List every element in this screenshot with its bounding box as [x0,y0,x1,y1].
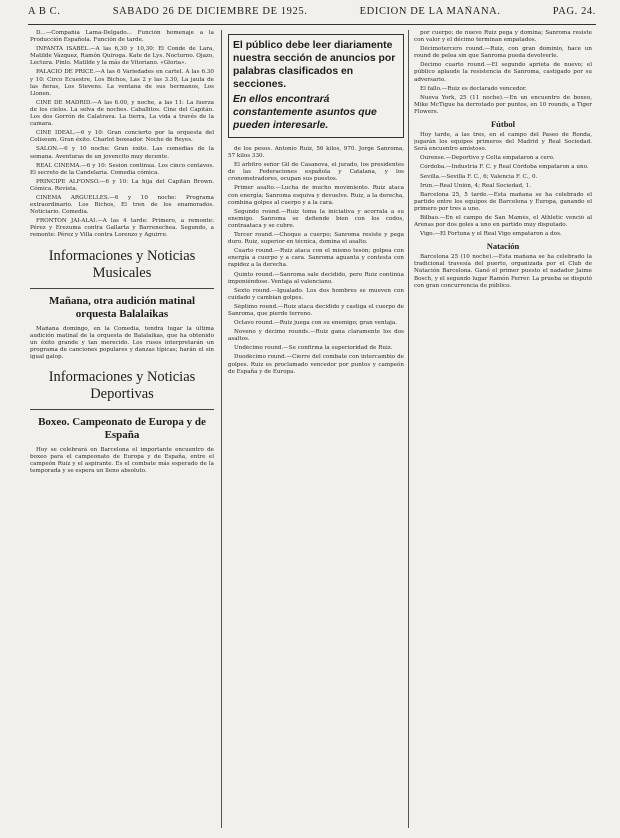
section-head-futbol: Fútbol [490,119,516,130]
article-paragraph: Mañana domingo, en la Comedia, tendrá lugar la última audición matinal de la orquesta de Balalaikas, que ha obtenido un éxito grande y tan merecido. Los rusos interpretarán un programa de canciones populares y danzas típicas; harán el sin igual galop. [30,325,214,360]
article-paragraph: Vigo.—El Fortuna y el Real Vigo empataron a dos. [420,231,562,238]
column-divider-left [221,30,222,828]
article-paragraph: Tercer round.—Choque a cuerpo; Sanroma resiste y pega duro. Ruiz, superior en técnica, domina el asalto. [228,232,404,246]
ad-line-2: En ellos encontrará constantemente asuntos que pueden interesarle. [233,94,377,131]
article-paragraph: Séptimo round.—Ruiz ataca decidido y castiga el cuerpo de Sanroma, que pierde terreno. [228,303,404,317]
article-paragraph: Bilbao.—En el campo de San Mamés, el Athletic venció al Arenas por dos goles a uno en partido muy disputado. [414,214,592,229]
article-paragraph: de los pesos. Antonio Ruiz, 56 kilos, 970. Jorge Sanroma, 57 kilos 330. [228,146,404,160]
listing-paragraph: CINEMA ARGÜELLES.—6 y 10 noche: Programa extraordinario. Los Bichos, El tren de los enamorados. Noticiario. Comedia. [30,194,214,216]
article-paragraph: Duodécimo round.—Cierre del combate con intercambio de golpes. Ruiz es proclamado vencedor por puntos y campeón de España y de Europa. [228,354,404,375]
column-1 [30,30,214,830]
article-paragraph: Quinto round.—Sanroma sale decidido, pero Ruiz continúa imponiéndose. Ventaja al valenciano. [228,271,404,285]
article-paragraph: Cuarto round.—Ruiz ataca con el mismo tesón; golpea con energía a cuerpo y a cara. Sanroma aguanta y contesta con rapidez a la derecha. [228,248,404,269]
listing-paragraph: PALACIO DE PRICE.—A las 6 Variedades en cartel. A las 6.30 y 10: Circo Ecuestre, Los Bichos, Las 2 y las 3.30, La jaula de las fieras, Los Stevens. La ventana de sus hermanos, Los Llonen. [30,69,214,97]
article-paragraph: Sevilla.—Sevilla F. C., 6; Valencia F. C., 0. [420,173,538,180]
article-paragraph: Córdoba.—Industria F. C. y Real Córdoba empataron a uno. [420,164,589,171]
masthead-edition: EDICIÓN DE LA MAÑANA. [359,6,501,17]
article-paragraph: El fallo.—Ruiz es declarado vencedor. [420,85,527,92]
listing-paragraph: REAL CINEMA.—6 y 10: Sesión continua. Los cinco centavos. El secreto de la Candelaria. Comedia cómica. [30,162,214,176]
listing-paragraph: FRONTÓN JAI-ALAI.—A las 4 tarde: Primero, a remonte: Pérez y Erezuma contra Gallarta y Barrenechea. Segundo, a remonte: Pérez y Villa contra Lorenzo y Aguirre. [30,218,214,239]
masthead-page: PAG. 24. [552,6,596,17]
article-paragraph: Barcelona 25, 5 tarde.—Esta mañana se ha celebrado el partido entre los equipos de Barcelona y Europa, ganando el primero por tres a uno. [414,191,592,212]
article-paragraph: Segundo round.—Ruiz toma la iniciativa y acorrala a su enemigo. Sanroma se defiende bien con los codos, contraataca y se cubre. [228,208,404,229]
column-2 [228,30,404,830]
subheading-deportivas: Boxeo. Campeonato de Europa y de España [38,416,206,441]
article-paragraph: Irún.—Real Unión, 4; Real Sociedad, 1. [420,182,531,189]
article-paragraph: Hoy se celebrará en Barcelona el importante encuentro de boxeo para el campeonato de Europa y de España, entre el campeón Ruiz y el aspirante. Es el combate más esperado de la temporada y se espera un lleno absoluto. [30,447,214,475]
listing-paragraph: D...—Compañía Lama-Delgado... Función homenaje a la Producción Española. Función de tarde. [30,30,214,44]
article-paragraph: Undécimo round.—Se confirma la superioridad de Ruiz. [234,345,393,352]
heading-musicales: Informaciones y Noticias Musicales [48,247,196,281]
article-paragraph: Sexto round.—Igualado. Los dos hombres se mueven con cuidado y cambian golpes. [228,287,404,301]
article-paragraph: por cuerpo; de nuevo Ruiz pega y domina; Sanroma resiste con valor y el décimo terminan empatados. [414,30,592,44]
heading-rule [30,288,214,289]
article-paragraph: Barcelona 25 (10 noche).—Esta mañana se ha celebrado la tradicional travesía del puerto, organizada por el Club de Natación Barcelona. Ganó el primer puesto el nadador Jaime Bosch, y el segundo lugar Ramón Ferrer. La prueba se disputó con gran concurrencia de público. [414,254,592,289]
article-paragraph: Hoy tarde, a las tres, en el campo del Paseo de Ronda, jugarán los equipos primeros del Madrid y Real Sociedad. Será encuentro amistoso. [414,132,592,153]
masthead [28,6,596,22]
article-paragraph: Octavo round.—Ruiz juega con su enemigo; gran ventaja. [234,320,398,327]
column-3 [414,30,592,830]
article-paragraph: Décimotercero round.—Ruiz, con gran dominio, hace un round de pelea sin que Sanroma pueda devolverle. [414,46,592,60]
heading-rule [30,409,214,410]
article-paragraph: El árbitro señor Gil de Casanova, el jurado, los presidentes de las Federaciones española y Catalana, y los cronometradores, ocupan sus puestos. [228,162,404,183]
listing-paragraph: SALÓN.—6 y 10 noche: Gran éxito. Las comedias de la semana. Aventuras de un jovencito muy decente. [30,146,214,160]
heading-deportivas: Informaciones y Noticias Deportivas [48,369,196,402]
classified-ad-box [228,34,404,138]
listing-paragraph: CINE IDEAL.—6 y 10: Gran concierto por la orquesta del Coliseum. Gran éxito. Charlot boxeador. Noche de Reyes. [30,130,214,144]
section-head-natacion: Natación [486,241,520,252]
ad-line-1: El público debe leer diariamente nuestra sección de anuncios por palabras clasificados en secciones. [233,40,396,90]
masthead-rule [28,24,596,25]
listing-paragraph: INFANTA ISABEL.—A las 6,30 y 10,30: El Conde de Lara, Matilde Vázquez, Ramón Quiroga. Kate de Lys. Nocturno. Ojazo, Lectura. Pinlo. Matilde y la más de Vitoriano. «Gloria». [30,46,214,67]
column-divider-right [408,30,409,828]
article-paragraph: Décimo cuarto round.—El segundo aprieta de nuevo; el público aplaude la resistencia de Sanroma, castigado por su adversario. [414,62,592,83]
article-paragraph: Noveno y décimo rounds.—Ruiz gana claramente los dos asaltos. [228,329,404,343]
subheading-musicales: Mañana, otra audición matinal orquesta Balalaikas [48,294,196,320]
article-paragraph: Ourense.—Deportivo y Celta empataron a cero. [420,155,555,162]
article-paragraph: Primer asalto.—Lucha de mucho movimiento. Ruiz ataca con energía; Sanroma esquiva y devuelve. Ruiz, a la derecha, combina golpes al cuerpo y a la cara. [228,185,404,206]
listing-paragraph: CINE DE MADRID.—A las 6.00, y noche, a las 11: La fuerza de los cielos. La selva de noches. Caballitos. Cine del Capitán. Los dos Gorrón de Calatrava. La tierra, La vida a través de la camara. [30,99,214,128]
article-paragraph: Nueva York, 25 (11 noche).—En un encuentro de boxeo, Mike McTigue ha derrotado por puntos, en 10 rounds, a Tiger Flowers. [414,94,592,115]
masthead-date: SÁBADO 26 DE DICIEMBRE DE 1925. [112,6,308,17]
listing-paragraph: PRINCIPE ALFONSO.—6 y 10: La hija del Capitán Brown. Cómica. Revista. [30,178,214,192]
masthead-paper: A B C. [28,6,61,17]
